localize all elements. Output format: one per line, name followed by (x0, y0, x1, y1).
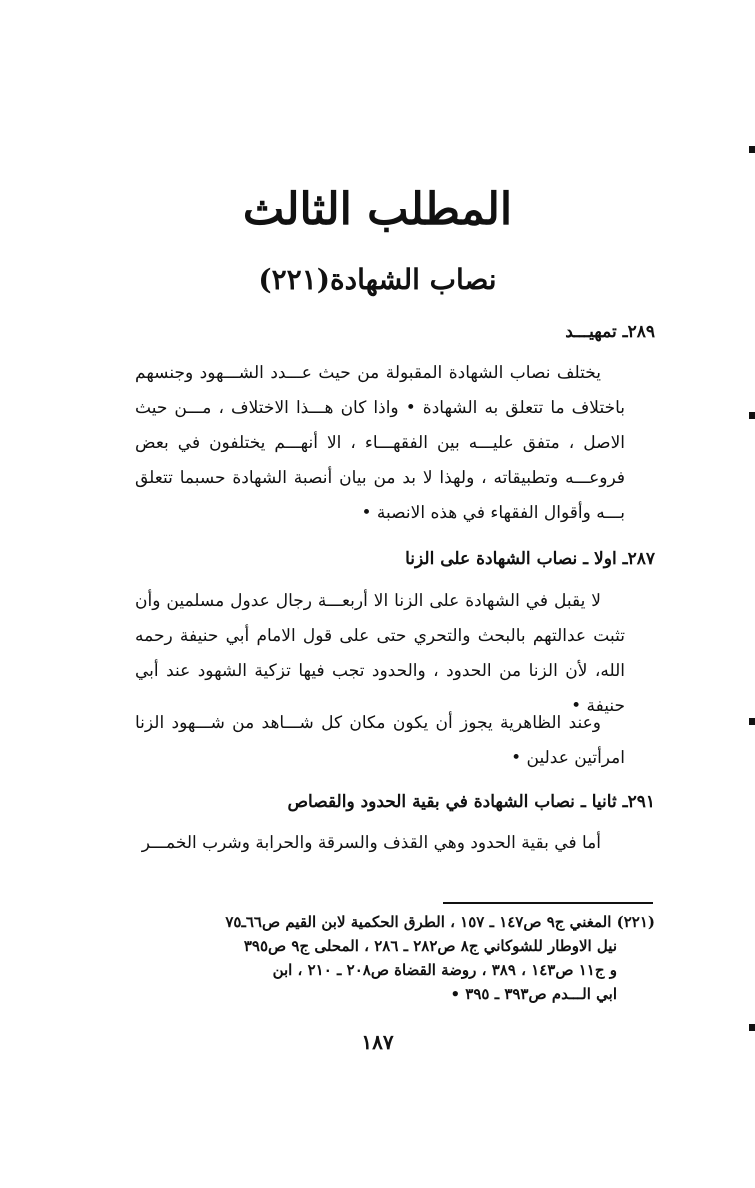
footnote (135, 910, 655, 1006)
scan-edge-mark (749, 412, 755, 419)
paragraph: يختلف نصاب الشهادة المقبولة من حيث عـــدد الشـــهود وجنسهم باختلاف ما تتعلق به الشهادة • واذا كان هـــذا الاختلاف ، مـــن حيث الاصل ، متفق عليـــه بين الفقهـــاء ، الا أنهـــم يختلفون في بعض فروعـــه وتطبيقاته ، ولهذا لا بد من بيان أنصبة الشهادة حسبما تتعلق بـــه وأقوال الفقهاء في هذه الانصبة • (135, 363, 625, 523)
scan-edge-mark (749, 146, 755, 153)
section-heading (135, 788, 655, 816)
footnote-separator (443, 902, 653, 904)
section-heading-text: ثانيا ـ نصاب الشهادة في بقية الحدود والقصاص (287, 792, 617, 812)
scan-edge-mark (749, 718, 755, 725)
paragraph: أما في بقية الحدود وهي القذف والسرقة والحرابة وشرب الخمـــر (141, 833, 601, 853)
section-number: ٢٨٧ـ (622, 549, 655, 569)
section-heading-text: اولا ـ نصاب الشهادة على الزنا (405, 549, 617, 569)
section-title: نصاب الشهادة(٢٢١) (258, 263, 497, 296)
section-heading (135, 318, 655, 346)
footnote-line: ابي الـــدم ص٣٩٣ ـ ٣٩٥ • (450, 985, 617, 1003)
section-number: ٢٨٩ـ (622, 322, 655, 342)
section-number: ٢٩١ـ (622, 792, 655, 812)
footnote-line: و ج١١ ص١٤٣ ، ٣٨٩ ، روضة القضاة ص٢٠٨ ـ ٢١٠ ، ابن (272, 961, 617, 979)
chapter-title: المطلب الثالث (242, 184, 513, 235)
paragraph: وعند الظاهرية يجوز أن يكون مكان كل شـــاهد من شـــهود الزنا امرأتين عدلين • (135, 713, 625, 768)
page-number: ١٨٧ (361, 1030, 394, 1054)
paragraph: لا يقبل في الشهادة على الزنا الا أربعـــة رجال عدول مسلمين وأن تثبت عدالتهم بالبحث والتحري حتى على قول الامام أبي حنيفة رحمه الله، لأن الزنا من الحدود ، والحدود تجب فيها تزكية الشهود عند أبي حنيفة • (135, 591, 625, 716)
footnote-marker: (٢٢١) (616, 913, 655, 931)
section-heading (135, 545, 655, 573)
section-heading-text: تمهيـــد (565, 322, 617, 342)
footnote-line: المغني ج٩ ص١٤٧ ـ ١٥٧ ، الطرق الحكمية لابن القيم ص٦٦ـ٧٥ (225, 913, 612, 931)
footnote-line: نيل الاوطار للشوكاني ج٨ ص٢٨٢ ـ ٢٨٦ ، المحلى ج٩ ص٣٩٥ (243, 937, 617, 955)
